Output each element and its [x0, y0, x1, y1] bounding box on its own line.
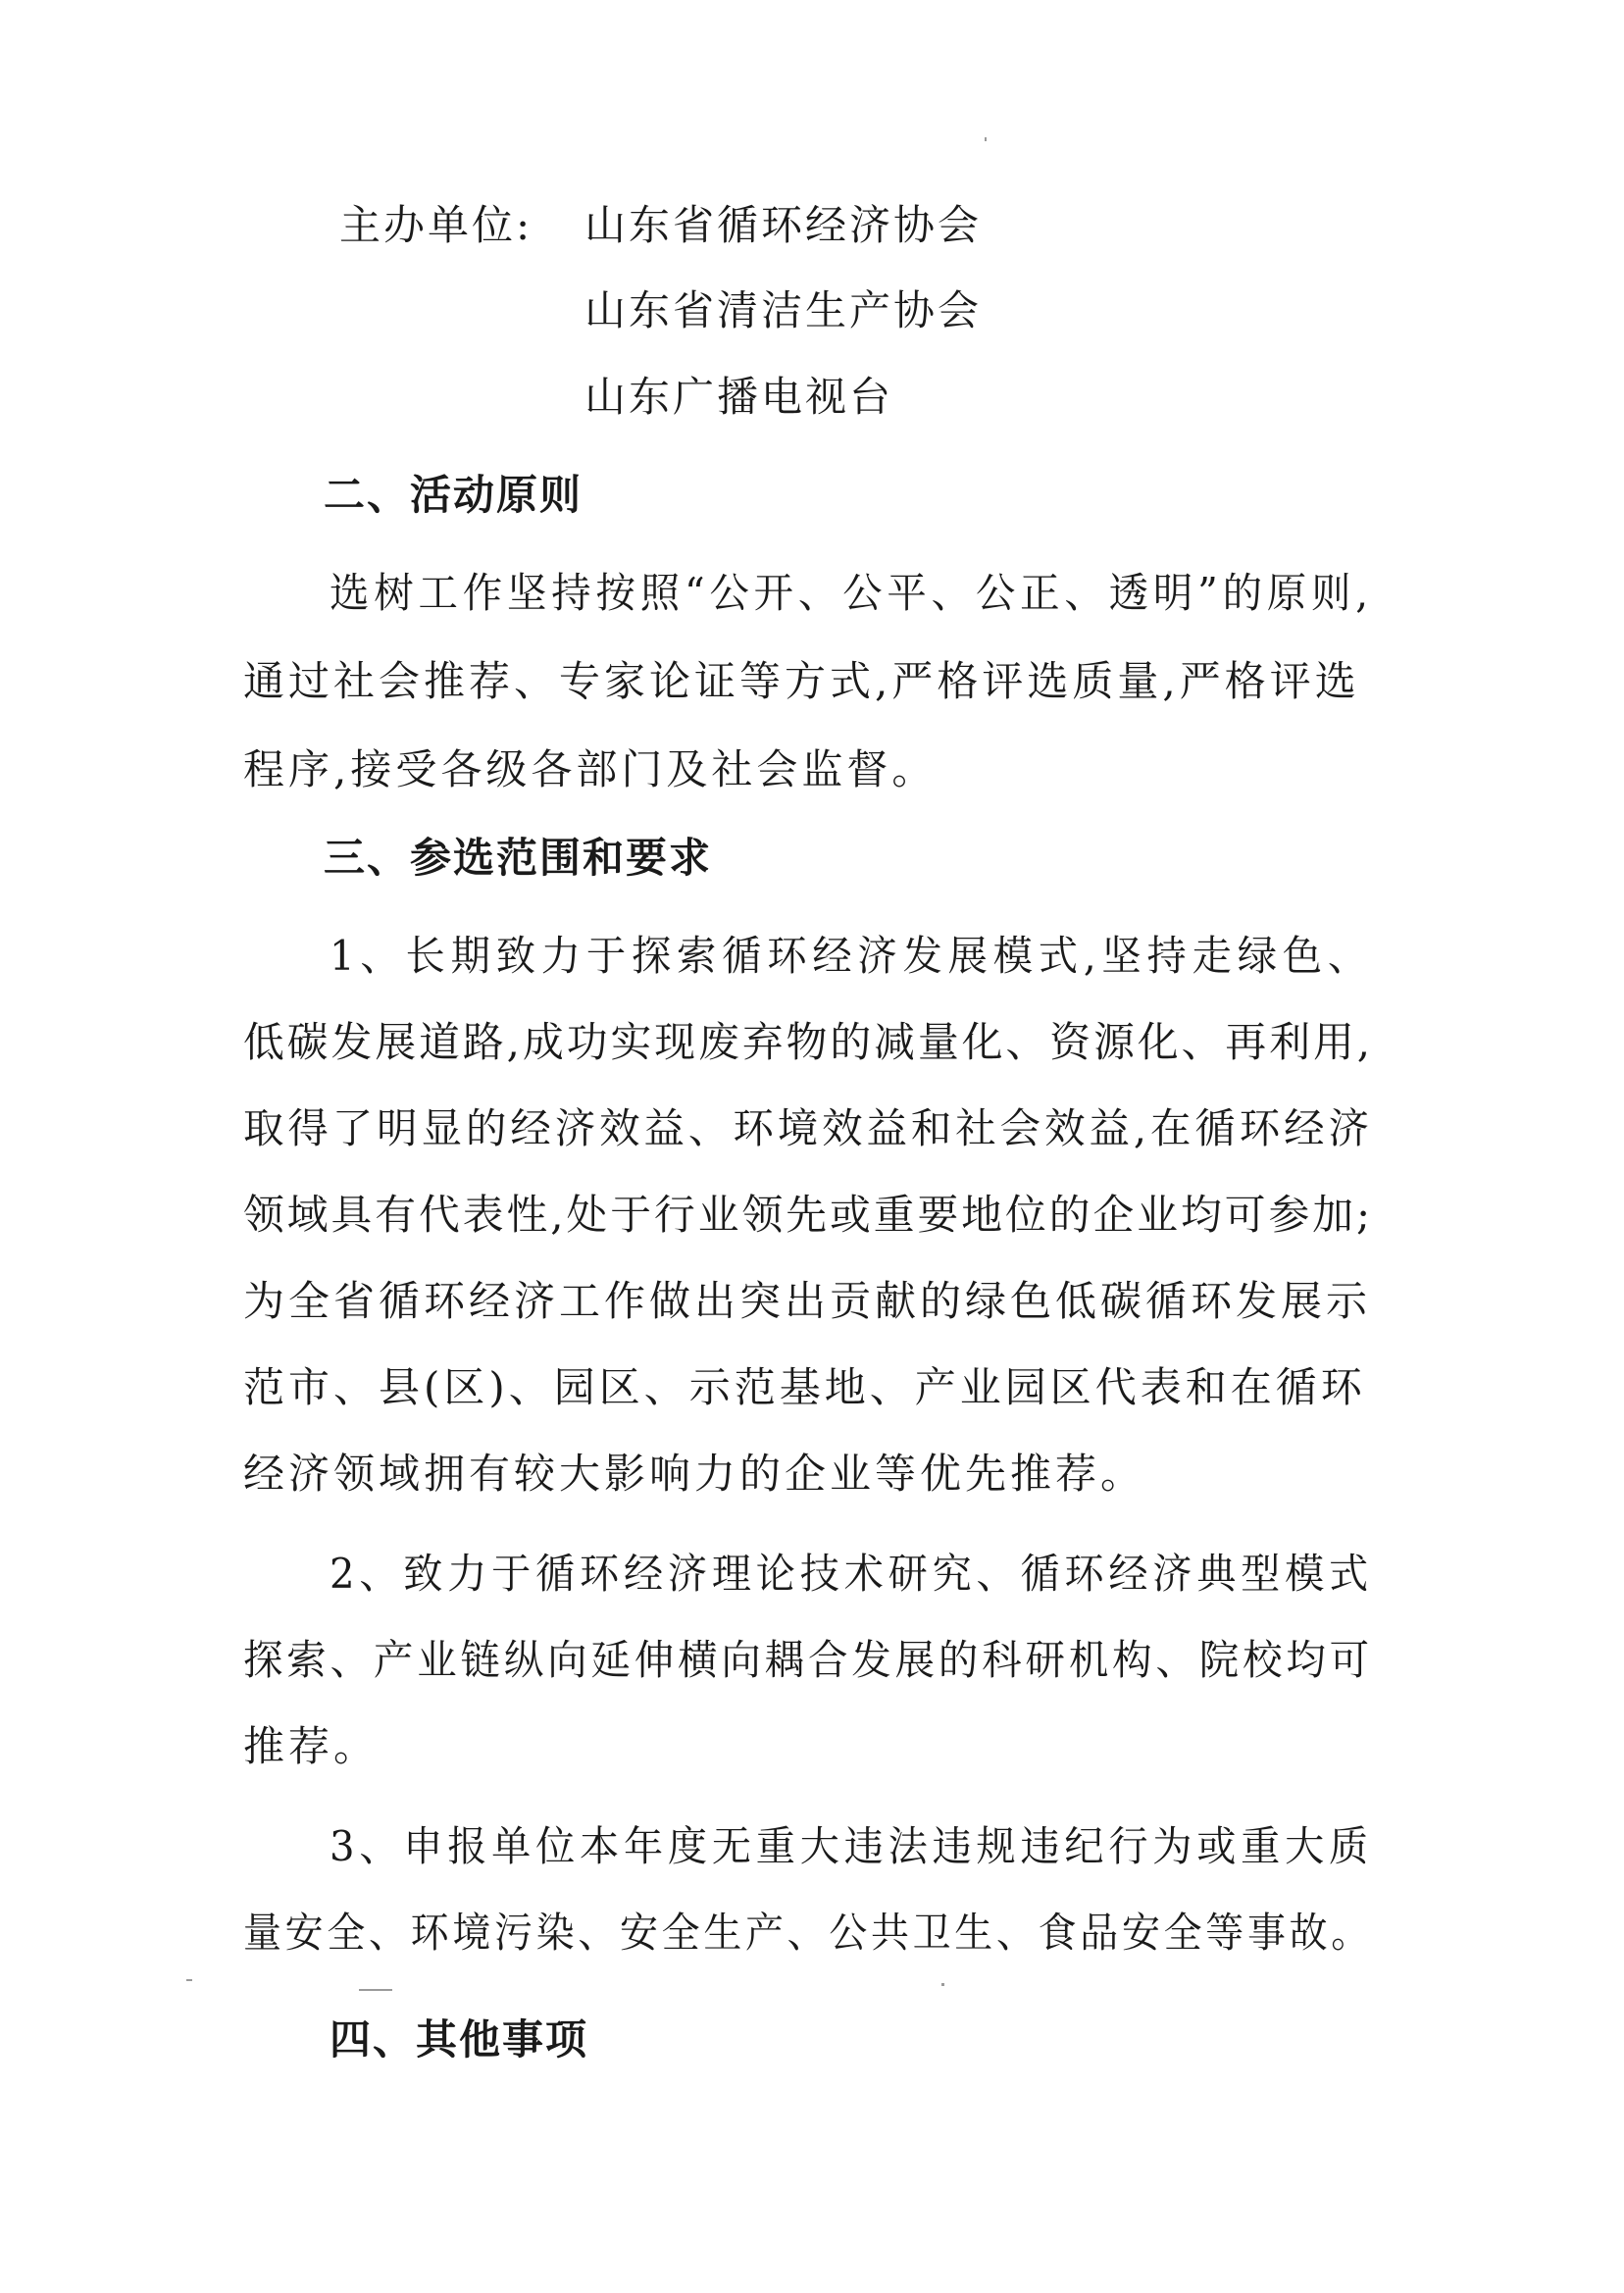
- paragraph-line: 范市、县(区)、园区、示范基地、产业园区代表和在循环: [243, 1363, 1366, 1411]
- scan-speck: [941, 1983, 944, 1986]
- section-heading: 三、参选范围和要求: [324, 834, 713, 882]
- paragraph-line: 选树工作坚持按照“公开、公平、公正、透明”的原则,: [330, 569, 1373, 617]
- organizer-item: 山东省清洁生产协会: [584, 286, 983, 334]
- paragraph-line: 取得了明显的经济效益、环境效益和社会效益,在循环经济: [243, 1104, 1373, 1152]
- scan-speck: [985, 137, 987, 141]
- organizer-item: 山东省循环经济协会: [584, 201, 983, 249]
- paragraph-line: 1、长期致力于探索循环经济发展模式,坚持走绿色、: [330, 932, 1373, 980]
- paragraph-line: 通过社会推荐、专家论证等方式,严格评选质量,严格评选: [243, 657, 1360, 705]
- paragraph-line: 探索、产业链纵向延伸横向耦合发展的科研机构、院校均可: [243, 1636, 1374, 1684]
- section-heading: 二、活动原则: [324, 471, 584, 519]
- organizer-item: 山东广播电视台: [584, 373, 894, 421]
- scan-speck: [186, 1979, 192, 1981]
- paragraph-line: 经济领域拥有较大影响力的企业等优先推荐。: [243, 1450, 1146, 1498]
- paragraph-line: 量安全、环境污染、安全生产、公共卫生、食品安全等事故。: [243, 1909, 1373, 1957]
- paragraph-line: 推荐。: [243, 1722, 380, 1770]
- paragraph-line: 为全省循环经济工作做出突出贡献的绿色低碳循环发展示: [243, 1277, 1372, 1325]
- paragraph-line: 程序,接受各级各部门及社会监督。: [243, 745, 938, 793]
- paragraph-line: 领域具有代表性,处于行业领先或重要地位的企业均可参加;: [243, 1191, 1374, 1239]
- scan-speck: [359, 1989, 392, 1991]
- paragraph-line: 2、致力于循环经济理论技术研究、循环经济典型模式: [330, 1550, 1373, 1598]
- section-heading: 四、其他事项: [330, 2015, 589, 2064]
- paragraph-line: 低碳发展道路,成功实现废弃物的减量化、资源化、再利用,: [243, 1018, 1374, 1066]
- paragraph-line: 3、申报单位本年度无重大违法违规违纪行为或重大质: [330, 1822, 1373, 1870]
- organizers-label: 主办单位:: [339, 201, 533, 249]
